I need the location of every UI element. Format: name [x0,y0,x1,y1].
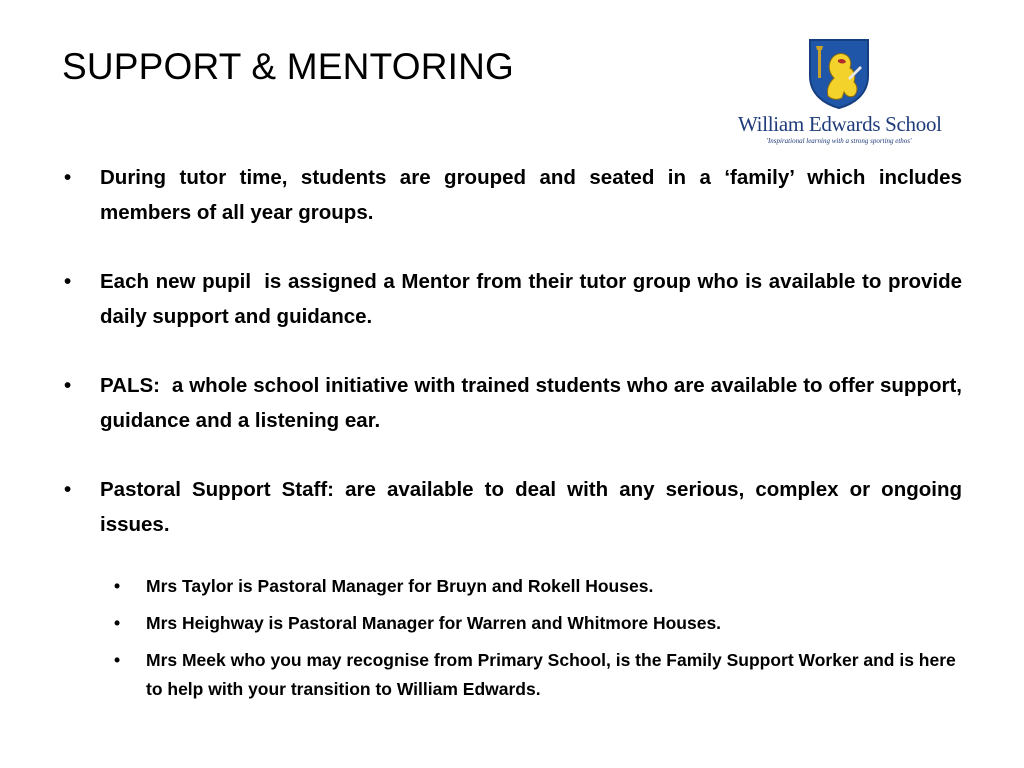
bullet-icon: • [64,166,72,189]
bullet-icon: • [64,270,72,293]
sub-list-item-text: Mrs Meek who you may recognise from Primary School, is the Family Support Worker and is here to help with your transition to William Edwards. [146,650,956,699]
bullet-icon: • [114,576,121,596]
school-name: William Edwards School [738,112,942,136]
school-crest-icon [808,38,870,110]
list-item-text: During tutor time, students are grouped and seated in a ‘family’ which includes members of all year groups. [100,166,962,224]
sub-list-item [112,646,972,704]
slide-title: SUPPORT & MENTORING [62,46,514,87]
bullet-icon: • [64,374,72,397]
list-item [62,264,968,334]
list-item [62,368,968,438]
sub-list-item-text: Mrs Taylor is Pastoral Manager for Bruyn and Rokell Houses. [146,576,654,596]
main-bullet-list [62,160,968,576]
sub-list-item [112,609,972,638]
sub-list-item [112,572,972,601]
list-item-text: Pastoral Support Staff: are available to deal with any serious, complex or ongoing issues. [100,478,962,536]
bullet-icon: • [64,478,72,501]
list-item-text: Each new pupil is assigned a Mentor from their tutor group who is available to provide daily support and guidance. [100,270,968,328]
list-item [62,472,962,542]
school-logo [738,38,940,150]
school-tagline: 'Inspirational learning with a strong sporting ethos' [766,137,912,145]
list-item-text: PALS: a whole school initiative with trained students who are available to offer support, guidance and a listening ear. [100,374,968,432]
bullet-icon: • [114,650,121,670]
sub-bullet-list [112,572,972,712]
list-item [62,160,962,230]
sub-list-item-text: Mrs Heighway is Pastoral Manager for Warren and Whitmore Houses. [146,613,722,633]
bullet-icon: • [114,613,121,633]
